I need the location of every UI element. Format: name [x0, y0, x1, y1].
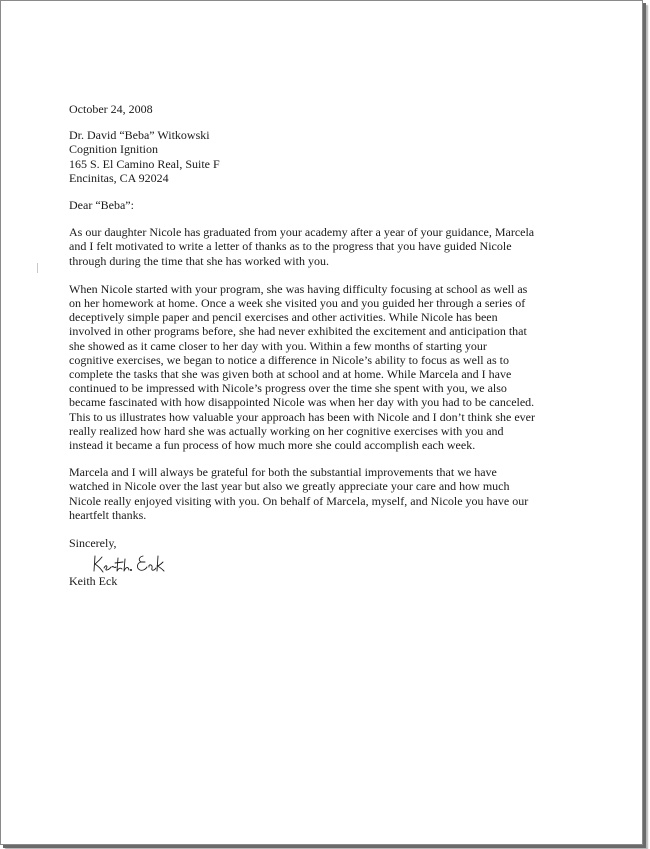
- recipient-address: [69, 128, 575, 185]
- signer: [69, 574, 575, 588]
- paragraph-line: continued to be impressed with Nicole’s progress over the time she spent with you, we also: [69, 381, 507, 396]
- paragraph-line: When Nicole started with your program, she was having difficulty focusing at school as well as: [69, 281, 528, 296]
- closing-text: Sincerely,: [69, 536, 117, 551]
- signature-icon: [91, 552, 171, 574]
- paragraph-1: [69, 225, 575, 268]
- paragraph-line: cognitive exercises, we began to notice a difference in Nicole’s ability to focus as well as to: [69, 352, 509, 367]
- handwritten-signature: [91, 552, 575, 574]
- paragraph-line: and I felt motivated to write a letter of thanks as to the progress that you have guided Nicole: [69, 239, 512, 254]
- paragraph-line: really realized how hard she was actually working on her cognitive exercises with you and: [69, 423, 504, 438]
- paragraph-3: [69, 465, 575, 522]
- letter-body: [69, 102, 575, 588]
- recipient-street: 165 S. El Camino Real, Suite F: [69, 156, 220, 171]
- salutation: [69, 198, 575, 212]
- paragraph-line: she showed as it came closer to her day with you. Within a few months of starting your: [69, 338, 487, 353]
- paragraph-line: watched in Nicole over the last year but also we greatly appreciate your care and how much: [69, 479, 510, 494]
- paragraph-line: became fascinated with how disappointed Nicole was when her day with you had to be canceled.: [69, 395, 535, 410]
- recipient-organization: Cognition Ignition: [69, 142, 159, 157]
- paragraph-line: Marcela and I will always be grateful for both the substantial improvements that we have: [69, 465, 497, 480]
- salutation-text: Dear “Beba”:: [69, 198, 134, 213]
- paragraph-line: This to us illustrates how valuable your approach has been with Nicole and I don’t think she ever: [69, 409, 535, 424]
- paragraph-line: on her homework at home. Once a week she visited you and you guided her through a series of: [69, 296, 526, 311]
- paragraph-line: deceptively simple paper and pencil exercises and other activities. While Nicole has been: [69, 310, 498, 325]
- letter-date: [69, 102, 575, 116]
- paragraph-line: through during the time that she has worked with you.: [69, 253, 329, 268]
- paragraph-line: instead it became a fun process of how much more she could accomplish each week.: [69, 438, 476, 453]
- paragraph-line: heartfelt thanks.: [69, 507, 147, 522]
- paragraph-line: As our daughter Nicole has graduated from your academy after a year of your guidance, Marcela: [69, 225, 535, 240]
- paragraph-line: Nicole really enjoyed visiting with you. On behalf of Marcela, myself, and Nicole you have our: [69, 493, 529, 508]
- date-text: October 24, 2008: [69, 102, 153, 116]
- recipient-name: Dr. David “Beba” Witkowski: [69, 128, 210, 143]
- paragraph-line: involved in other programs before, she had never exhibited the excitement and anticipation that: [69, 324, 527, 339]
- signer-name: Keith Eck: [69, 574, 118, 589]
- paragraph-line: complete the tasks that she was given both at school and at home. While Marcela and I have: [69, 367, 512, 382]
- recipient-city: Encinitas, CA 92024: [69, 170, 169, 185]
- scan-mark: [37, 263, 38, 273]
- closing: [69, 536, 575, 550]
- paragraph-2: [69, 282, 575, 452]
